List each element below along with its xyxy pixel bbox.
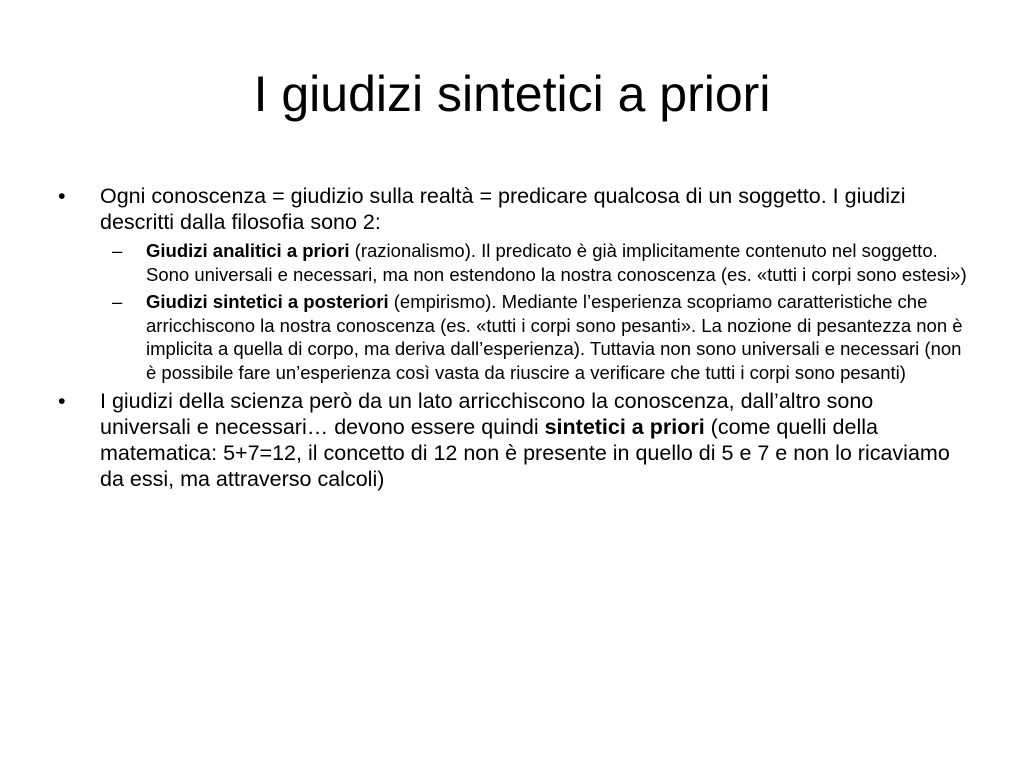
bullet-marker: •	[58, 184, 66, 208]
bullet-bold-term: sintetici a priori	[544, 415, 705, 439]
slide-title: I giudizi sintetici a priori	[253, 66, 771, 122]
bullet-item	[58, 183, 970, 235]
bullet-text-cont: (come quelli della matematica: 5+7=12, il concetto di 12 non è presente in quello di 5 e 7 e non lo ricaviamo da essi, ma attraverso calcoli)	[100, 415, 950, 491]
sub-bullet-bold-term: Giudizi analitici a priori	[146, 240, 350, 261]
sub-bullet-text: (razionalismo). Il predicato è già implicitamente contenuto nel soggetto. Sono universali e necessari, ma non estendono la nostra conoscenza (es. «tutti i corpi sono estesi»)	[146, 240, 967, 285]
sub-bullet-marker: –	[112, 240, 123, 261]
bullet-item	[58, 388, 970, 492]
bullet-text: Ogni conoscenza = giudizio sulla realtà = predicare qualcosa di un soggetto. I giudizi descritti dalla filosofia sono 2:	[100, 184, 906, 234]
sub-bullet-text: (empirismo). Mediante l’esperienza scopriamo caratteristiche che arricchiscono la nostra conoscenza (es. «tutti i corpi sono pesanti». La nozione di pesantezza non è implicita a quella di corpo, ma deriva dall’esperienza). Tuttavia non sono universali e necessari (non è possibile fare un’esperienza così vasta da riuscire a verificare che tutti i corpi sono pesanti)	[146, 291, 963, 383]
bullet-marker: •	[58, 389, 66, 413]
sub-bullet-marker: –	[112, 291, 123, 312]
sub-bullet-item	[58, 290, 970, 384]
bullet-text: I giudizi della scienza però da un lato arricchiscono la conoscenza, dall’altro sono universali e necessari… devono essere quindi	[100, 389, 874, 439]
sub-bullet-bold-term: Giudizi sintetici a posteriori	[146, 291, 389, 312]
sub-bullet-item	[58, 239, 970, 286]
slide-body	[58, 183, 970, 496]
